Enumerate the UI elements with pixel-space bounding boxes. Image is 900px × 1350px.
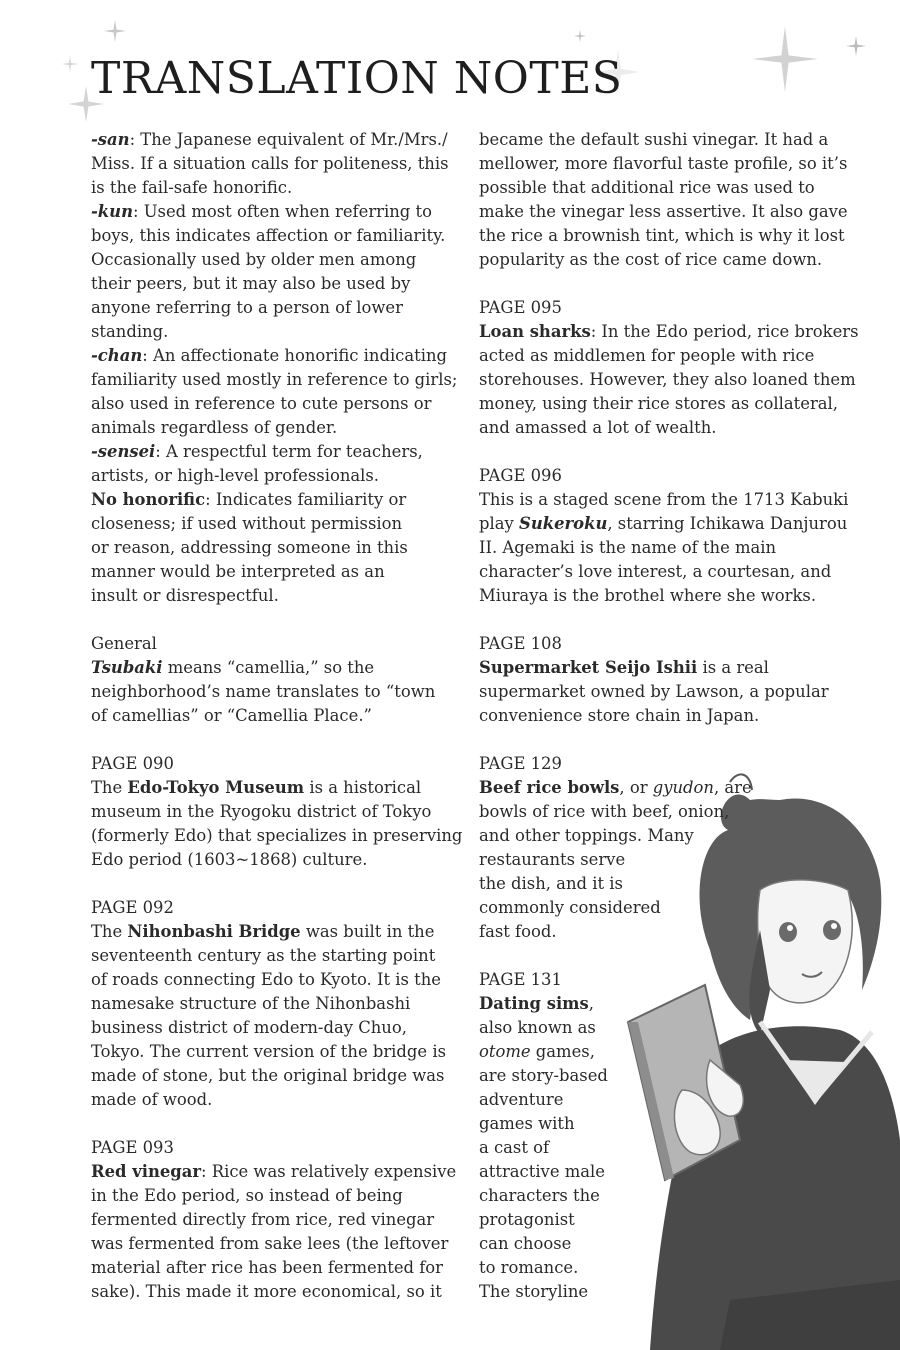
paragraph-gap <box>479 440 869 464</box>
emphasized-term: Tsubaki <box>91 658 163 677</box>
text-run: General <box>91 634 157 653</box>
emphasized-term: -kun <box>91 202 133 221</box>
text-run: animals regardless of gender. <box>91 418 338 437</box>
text-line <box>91 1160 471 1184</box>
paragraph-gap <box>91 608 471 632</box>
text-run: : Rice was relatively expensive <box>201 1162 457 1181</box>
text-run: PAGE 095 <box>479 298 562 317</box>
text-run: are story-based <box>479 1066 608 1085</box>
text-run: fast food. <box>479 922 557 941</box>
text-line <box>91 1064 471 1088</box>
text-line <box>91 272 471 296</box>
text-run: acted as middlemen for people with rice <box>479 346 815 365</box>
paragraph-gap <box>91 1112 471 1136</box>
text-line <box>479 1088 869 1112</box>
text-line <box>91 1280 471 1304</box>
text-line <box>91 1256 471 1280</box>
text-line <box>479 680 869 704</box>
text-run: Tokyo. The current version of the bridge is <box>91 1042 446 1061</box>
text-run: storehouses. However, they also loaned them <box>479 370 856 389</box>
text-run: standing. <box>91 322 169 341</box>
text-line <box>479 368 869 392</box>
text-run: : A respectful term for teachers, <box>155 442 423 461</box>
sparkle-icon <box>846 36 866 56</box>
emphasized-term: -sensei <box>91 442 156 461</box>
text-run: means “camellia,” so the <box>162 658 375 677</box>
text-line <box>479 872 869 896</box>
text-line <box>91 200 471 224</box>
text-line <box>91 392 471 416</box>
emphasized-term: Sukeroku <box>518 514 608 533</box>
text-line <box>91 512 471 536</box>
text-line <box>91 416 471 440</box>
right-column <box>479 128 869 1304</box>
text-line <box>91 1016 471 1040</box>
text-line <box>479 1064 869 1088</box>
text-line <box>479 488 869 512</box>
text-run: the dish, and it is <box>479 874 623 893</box>
text-run: Edo period (1603~1868) culture. <box>91 850 368 869</box>
text-line <box>479 776 869 800</box>
text-line <box>479 1136 869 1160</box>
paragraph-gap <box>479 272 869 296</box>
text-line <box>479 1256 869 1280</box>
text-line <box>479 560 869 584</box>
text-line <box>91 1232 471 1256</box>
text-line <box>91 992 471 1016</box>
text-run: Miss. If a situation calls for politeness, this <box>91 154 449 173</box>
emphasized-term: gyudon <box>652 778 714 797</box>
emphasized-term: Loan sharks <box>479 322 591 341</box>
text-run: anyone referring to a person of lower <box>91 298 403 317</box>
text-line <box>479 704 869 728</box>
text-run: character’s love interest, a courtesan, and <box>479 562 832 581</box>
text-run: museum in the Ryogoku district of Tokyo <box>91 802 432 821</box>
text-line <box>91 344 471 368</box>
text-run: PAGE 129 <box>479 754 562 773</box>
text-line <box>91 656 471 680</box>
text-line <box>91 968 471 992</box>
text-run: was built in the <box>300 922 435 941</box>
left-column <box>91 128 471 1304</box>
text-run: fermented directly from rice, red vinegar <box>91 1210 435 1229</box>
text-run: commonly considered <box>479 898 661 917</box>
text-line <box>479 584 869 608</box>
text-line <box>91 920 471 944</box>
text-run: and amassed a lot of wealth. <box>479 418 717 437</box>
text-run: familiarity used mostly in reference to girls; <box>91 370 458 389</box>
sparkle-icon <box>62 56 78 72</box>
text-line <box>91 824 471 848</box>
text-run: sake). This made it more economical, so it <box>91 1282 442 1301</box>
text-run: Miuraya is the brothel where she works. <box>479 586 817 605</box>
text-run: : Used most often when referring to <box>133 202 432 221</box>
text-run: : In the Edo period, rice brokers <box>590 322 859 341</box>
text-line <box>479 968 869 992</box>
text-run: bowls of rice with beef, onion, <box>479 802 730 821</box>
emphasized-term: Edo-Tokyo Museum <box>127 778 305 797</box>
text-run: their peers, but it may also be used by <box>91 274 411 293</box>
text-line <box>479 464 869 488</box>
text-run: , or <box>619 778 653 797</box>
text-run: games with <box>479 1114 575 1133</box>
emphasized-term: Beef rice bowls <box>479 778 620 797</box>
text-line <box>479 320 869 344</box>
text-run: is a historical <box>304 778 422 797</box>
text-line <box>479 344 869 368</box>
text-run: The <box>91 778 128 797</box>
text-line <box>91 488 471 512</box>
text-line <box>91 248 471 272</box>
text-run: The storyline <box>479 1282 589 1301</box>
page-title: TRANSLATION NOTES <box>91 53 623 104</box>
text-line <box>91 848 471 872</box>
text-run: PAGE 108 <box>479 634 562 653</box>
text-line <box>91 224 471 248</box>
sparkle-icon <box>104 20 126 42</box>
text-run: , are <box>713 778 752 797</box>
text-line <box>479 920 869 944</box>
text-run: : The Japanese equivalent of Mr./Mrs./ <box>129 130 448 149</box>
text-run: The <box>91 922 128 941</box>
text-run: PAGE 096 <box>479 466 562 485</box>
text-run: seventeenth century as the starting point <box>91 946 436 965</box>
text-line <box>479 248 869 272</box>
text-line <box>91 152 471 176</box>
paragraph-gap <box>479 608 869 632</box>
text-run: can choose <box>479 1234 572 1253</box>
text-line <box>91 176 471 200</box>
text-line <box>479 296 869 320</box>
text-line <box>479 824 869 848</box>
emphasized-term: -san <box>91 130 130 149</box>
text-run: business district of modern-day Chuo, <box>91 1018 407 1037</box>
emphasized-term: Red vinegar <box>91 1162 202 1181</box>
text-run: make the vinegar less assertive. It also gave <box>479 202 848 221</box>
text-run: material after rice has been fermented for <box>91 1258 444 1277</box>
text-run: namesake structure of the Nihonbashi <box>91 994 411 1013</box>
text-line <box>91 536 471 560</box>
text-run: closeness; if used without permission <box>91 514 403 533</box>
paragraph-gap <box>479 944 869 968</box>
text-line <box>91 800 471 824</box>
text-run: games, <box>530 1042 595 1061</box>
text-line <box>479 128 869 152</box>
text-run: play <box>479 514 519 533</box>
text-line <box>91 440 471 464</box>
text-run: in the Edo period, so instead of being <box>91 1186 403 1205</box>
text-line <box>479 800 869 824</box>
paragraph-gap <box>479 728 869 752</box>
text-run: neighborhood’s name translates to “town <box>91 682 436 701</box>
text-run: and other toppings. Many <box>479 826 694 845</box>
text-line <box>479 1016 869 1040</box>
emphasized-term: -chan <box>91 346 143 365</box>
text-run: also known as <box>479 1018 596 1037</box>
text-line <box>479 1112 869 1136</box>
text-line <box>479 1184 869 1208</box>
text-run: mellower, more flavorful taste profile, so it’s <box>479 154 848 173</box>
text-run: restaurants serve <box>479 850 626 869</box>
text-line <box>479 992 869 1016</box>
text-run: is a real <box>697 658 769 677</box>
text-run: insult or disrespectful. <box>91 586 279 605</box>
text-run: money, using their rice stores as collateral, <box>479 394 839 413</box>
text-run: boys, this indicates affection or familiarity. <box>91 226 446 245</box>
text-run: became the default sushi vinegar. It had a <box>479 130 829 149</box>
text-line <box>479 224 869 248</box>
text-line <box>91 632 471 656</box>
text-line <box>91 1088 471 1112</box>
text-line <box>479 656 869 680</box>
text-line <box>91 368 471 392</box>
text-line <box>91 320 471 344</box>
text-line <box>479 536 869 560</box>
text-line <box>479 176 869 200</box>
emphasized-term: Dating sims <box>479 994 589 1013</box>
text-line <box>91 752 471 776</box>
text-line <box>479 392 869 416</box>
text-line <box>91 1040 471 1064</box>
text-run: a cast of <box>479 1138 550 1157</box>
text-run: of roads connecting Edo to Kyoto. It is the <box>91 970 441 989</box>
text-run: adventure <box>479 1090 564 1109</box>
text-line <box>479 848 869 872</box>
text-run: supermarket owned by Lawson, a popular <box>479 682 829 701</box>
text-run: : An affectionate honorific indicating <box>142 346 448 365</box>
text-line <box>91 296 471 320</box>
text-run: is the fail-safe honorific. <box>91 178 293 197</box>
text-line <box>479 512 869 536</box>
text-line <box>479 1280 869 1304</box>
text-line <box>91 464 471 488</box>
text-run: PAGE 092 <box>91 898 174 917</box>
text-run: popularity as the cost of rice came down. <box>479 250 823 269</box>
text-line <box>479 896 869 920</box>
paragraph-gap <box>91 872 471 896</box>
text-run: attractive male <box>479 1162 605 1181</box>
text-run: manner would be interpreted as an <box>91 562 385 581</box>
text-line <box>91 944 471 968</box>
text-line <box>91 704 471 728</box>
text-run: artists, or high-level professionals. <box>91 466 380 485</box>
text-run: characters the <box>479 1186 600 1205</box>
emphasized-term: otome <box>479 1042 531 1061</box>
emphasized-term: Nihonbashi Bridge <box>127 922 301 941</box>
text-run: Occasionally used by older men among <box>91 250 417 269</box>
text-run: to romance. <box>479 1258 579 1277</box>
text-line <box>91 776 471 800</box>
emphasized-term: Supermarket Seijo Ishii <box>479 658 698 677</box>
text-line <box>479 1208 869 1232</box>
text-run: made of wood. <box>91 1090 213 1109</box>
text-run: convenience store chain in Japan. <box>479 706 760 725</box>
text-line <box>479 416 869 440</box>
text-line <box>479 632 869 656</box>
text-run: the rice a brownish tint, which is why it lost <box>479 226 845 245</box>
text-run: PAGE 093 <box>91 1138 174 1157</box>
text-run: , starring Ichikawa Danjurou <box>607 514 848 533</box>
text-run: was fermented from sake lees (the leftover <box>91 1234 449 1253</box>
text-line <box>91 1184 471 1208</box>
text-run: PAGE 090 <box>91 754 174 773</box>
sparkle-icon <box>752 26 818 92</box>
emphasized-term: No honorific <box>91 490 206 509</box>
text-line <box>479 1160 869 1184</box>
text-run: possible that additional rice was used to <box>479 178 815 197</box>
text-line <box>91 896 471 920</box>
text-line <box>91 1136 471 1160</box>
text-run: : Indicates familiarity or <box>205 490 407 509</box>
text-line <box>479 200 869 224</box>
text-run: PAGE 131 <box>479 970 562 989</box>
text-line <box>479 752 869 776</box>
text-line <box>479 1232 869 1256</box>
text-line <box>91 560 471 584</box>
sparkle-icon <box>574 30 586 42</box>
text-run: This is a staged scene from the 1713 Kabuki <box>479 490 849 509</box>
text-run: , <box>588 994 594 1013</box>
text-run: or reason, addressing someone in this <box>91 538 408 557</box>
text-line <box>91 584 471 608</box>
text-run: protagonist <box>479 1210 575 1229</box>
text-run: (formerly Edo) that specializes in preserving <box>91 826 463 845</box>
text-run: II. Agemaki is the name of the main <box>479 538 777 557</box>
text-line <box>91 680 471 704</box>
text-run: of camellias” or “Camellia Place.” <box>91 706 372 725</box>
text-line <box>479 152 869 176</box>
text-run: made of stone, but the original bridge was <box>91 1066 445 1085</box>
text-run: also used in reference to cute persons or <box>91 394 432 413</box>
paragraph-gap <box>91 728 471 752</box>
text-line <box>91 128 471 152</box>
text-line <box>91 1208 471 1232</box>
text-line <box>479 1040 869 1064</box>
